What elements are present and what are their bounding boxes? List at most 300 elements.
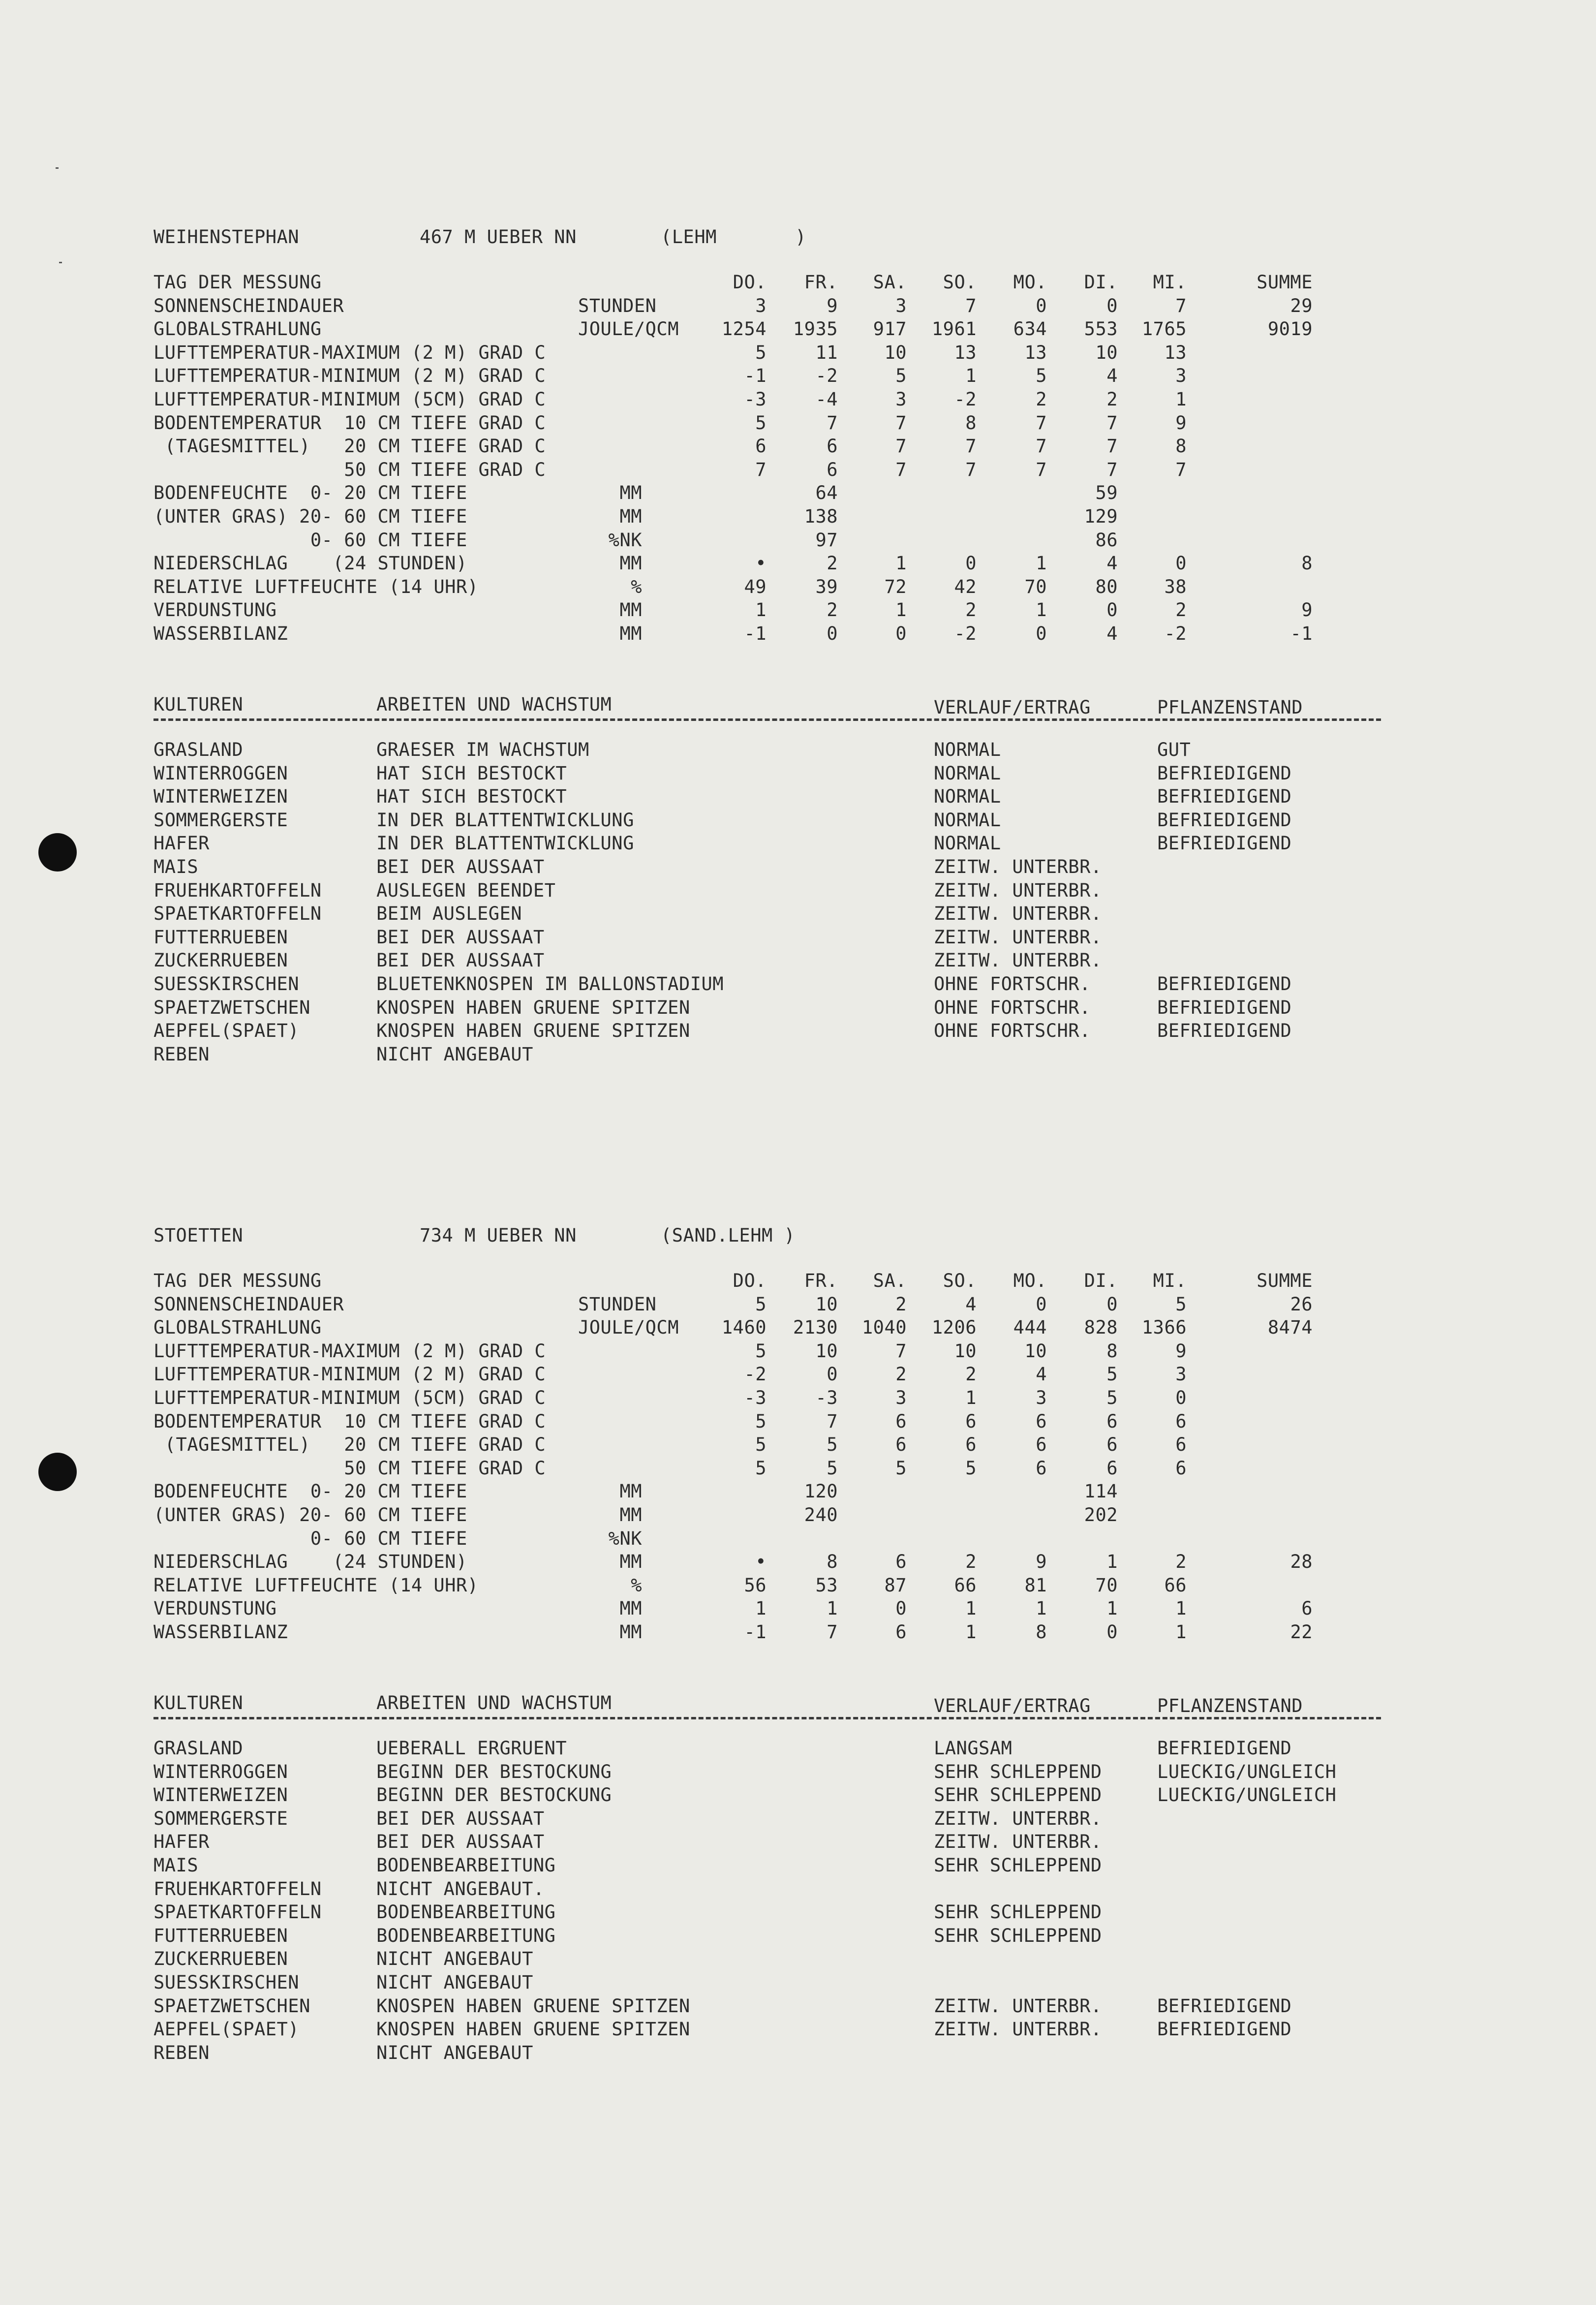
weather-value: 1 bbox=[895, 553, 907, 574]
weather-value: 10 bbox=[884, 342, 907, 363]
weather-row-label: BODENTEMPERATUR 10 CM TIEFE GRAD C bbox=[153, 1411, 546, 1432]
weather-row-label: BODENFEUCHTE 0- 20 CM TIEFE bbox=[153, 1481, 467, 1502]
weather-value: -2 bbox=[815, 365, 838, 386]
crop-name: ZUCKERRUEBEN bbox=[153, 1948, 288, 1969]
weather-value: 828 bbox=[1084, 1317, 1118, 1338]
weather-row-label: (UNTER GRAS) 20- 60 CM TIEFE bbox=[153, 1504, 467, 1526]
weather-value: 6 bbox=[1036, 1434, 1047, 1455]
weather-value: 1 bbox=[1175, 1621, 1187, 1643]
weather-row-label: (TAGESMITTEL) 20 CM TIEFE GRAD C bbox=[153, 436, 546, 457]
crop-work: BODENBEARBEITUNG bbox=[376, 1855, 556, 1876]
crop-progress: OHNE FORTSCHR. bbox=[934, 1020, 1091, 1041]
crop-name: WINTERWEIZEN bbox=[153, 786, 288, 807]
crop-progress: NORMAL bbox=[934, 810, 1001, 831]
crop-progress: NORMAL bbox=[934, 786, 1001, 807]
crop-name: MAIS bbox=[153, 1855, 199, 1876]
weather-row-unit: % bbox=[631, 576, 642, 597]
weather-value: 7 bbox=[1106, 436, 1118, 457]
day-header: FR. bbox=[804, 272, 838, 293]
crop-work: GRAESER IM WACHSTUM bbox=[376, 739, 589, 760]
dashed-divider bbox=[153, 718, 1381, 721]
crop-state: BEFRIEDIGEND bbox=[1157, 2019, 1292, 2040]
weather-value: 6 bbox=[827, 459, 838, 480]
weather-sum: 28 bbox=[1290, 1551, 1313, 1572]
weather-row-unit: MM bbox=[619, 553, 642, 574]
weather-value: 6 bbox=[1175, 1434, 1187, 1455]
weather-value: 2 bbox=[965, 1551, 977, 1572]
margin-speck bbox=[56, 167, 59, 169]
weather-sum: 9019 bbox=[1267, 318, 1313, 340]
weather-value: 553 bbox=[1084, 318, 1118, 340]
weather-value: 4 bbox=[1106, 365, 1118, 386]
crop-progress: ZEITW. UNTERBR. bbox=[934, 927, 1102, 948]
day-header: SO. bbox=[943, 272, 977, 293]
weather-value: • bbox=[755, 553, 767, 574]
crop-name: GRASLAND bbox=[153, 1738, 244, 1759]
weather-value: 7 bbox=[895, 436, 907, 457]
weather-row-unit: % bbox=[631, 1575, 642, 1596]
weather-value: 1 bbox=[827, 1598, 838, 1619]
weather-value: 1 bbox=[1106, 1598, 1118, 1619]
weather-value: 138 bbox=[804, 506, 838, 527]
weather-row-label: SONNENSCHEINDAUER bbox=[153, 1294, 344, 1315]
weather-value: 6 bbox=[1175, 1458, 1187, 1479]
weather-row-unit: MM bbox=[619, 506, 642, 527]
weather-value: 6 bbox=[1106, 1434, 1118, 1455]
crops-header-state: PFLANZENSTAND bbox=[1157, 1695, 1303, 1716]
weather-value: 2 bbox=[1175, 599, 1187, 621]
weather-value: 2 bbox=[895, 1294, 907, 1315]
crop-work: NICHT ANGEBAUT bbox=[376, 1948, 533, 1969]
weather-row-unit: JOULE/QCM bbox=[578, 1317, 679, 1338]
crop-state: BEFRIEDIGEND bbox=[1157, 1995, 1292, 2017]
weather-value: 1 bbox=[755, 599, 767, 621]
weather-value: 1040 bbox=[861, 1317, 907, 1338]
day-header: DO. bbox=[733, 272, 767, 293]
weather-value: 7 bbox=[895, 459, 907, 480]
weather-value: 5 bbox=[755, 1294, 767, 1315]
weather-value: 1 bbox=[1175, 1598, 1187, 1619]
crop-name: SOMMERGERSTE bbox=[153, 810, 288, 831]
crop-work: BEGINN DER BESTOCKUNG bbox=[376, 1784, 612, 1806]
weather-value: 7 bbox=[965, 459, 977, 480]
crop-progress: ZEITW. UNTERBR. bbox=[934, 1808, 1102, 1829]
weather-value: 3 bbox=[1036, 1387, 1047, 1408]
weather-value: 42 bbox=[954, 576, 977, 597]
day-header: SA. bbox=[873, 1270, 907, 1291]
weather-value: 6 bbox=[827, 436, 838, 457]
weather-value: 13 bbox=[954, 342, 977, 363]
weather-value: 1 bbox=[965, 1621, 977, 1643]
weather-value: 2 bbox=[965, 599, 977, 621]
weather-value: 7 bbox=[1175, 295, 1187, 316]
weather-value: 5 bbox=[895, 1458, 907, 1479]
crop-name: ZUCKERRUEBEN bbox=[153, 950, 288, 971]
weather-value: 0 bbox=[1106, 599, 1118, 621]
weather-row-label: WASSERBILANZ bbox=[153, 1621, 288, 1643]
crop-work: BEI DER AUSSAAT bbox=[376, 1831, 545, 1852]
weather-value: • bbox=[755, 1551, 767, 1572]
weather-value: 2 bbox=[827, 599, 838, 621]
weather-value: 1206 bbox=[931, 1317, 977, 1338]
weather-value: 6 bbox=[895, 1551, 907, 1572]
crops-header-progress: VERLAUF/ERTRAG bbox=[934, 697, 1091, 718]
weather-row-label: 50 CM TIEFE GRAD C bbox=[153, 1458, 546, 1479]
weather-row-label: LUFTTEMPERATUR-MINIMUM (5CM) GRAD C bbox=[153, 1387, 546, 1408]
crop-work: BLUETENKNOSPEN IM BALLONSTADIUM bbox=[376, 973, 724, 995]
crop-progress: ZEITW. UNTERBR. bbox=[934, 880, 1102, 901]
weather-row-unit: MM bbox=[619, 1598, 642, 1619]
weather-row-unit: STUNDEN bbox=[578, 295, 657, 316]
weather-value: 7 bbox=[827, 1621, 838, 1643]
weather-row-label: LUFTTEMPERATUR-MAXIMUM (2 M) GRAD C bbox=[153, 342, 546, 363]
weather-value: 1 bbox=[1036, 599, 1047, 621]
weather-value: 120 bbox=[804, 1481, 838, 1502]
weather-row-label: RELATIVE LUFTFEUCHTE (14 UHR) bbox=[153, 1575, 479, 1596]
crop-work: KNOSPEN HABEN GRUENE SPITZEN bbox=[376, 1995, 690, 2017]
weather-row-label: GLOBALSTRAHLUNG bbox=[153, 1317, 322, 1338]
weather-value: 0 bbox=[827, 623, 838, 644]
weather-row-label: WASSERBILANZ bbox=[153, 623, 288, 644]
station-name: WEIHENSTEPHAN bbox=[153, 226, 300, 248]
weather-value: 1 bbox=[1036, 553, 1047, 574]
weather-value: 3 bbox=[895, 295, 907, 316]
dashed-divider bbox=[153, 1717, 1381, 1719]
weather-value: 7 bbox=[1175, 459, 1187, 480]
weather-value: 2 bbox=[827, 553, 838, 574]
crop-state: BEFRIEDIGEND bbox=[1157, 833, 1292, 854]
station-elevation: 734 M UEBER NN bbox=[420, 1225, 577, 1246]
weather-value: 1 bbox=[965, 1598, 977, 1619]
weather-value: 3 bbox=[1175, 1364, 1187, 1385]
weather-value: -2 bbox=[1164, 623, 1187, 644]
weather-value: 80 bbox=[1095, 576, 1118, 597]
weather-value: 114 bbox=[1084, 1481, 1118, 1502]
weather-value: 9 bbox=[827, 295, 838, 316]
crop-name: HAFER bbox=[153, 1831, 210, 1852]
weather-value: 66 bbox=[954, 1575, 977, 1596]
weather-value: 38 bbox=[1164, 576, 1187, 597]
crop-progress: OHNE FORTSCHR. bbox=[934, 997, 1091, 1018]
day-header: SO. bbox=[943, 1270, 977, 1291]
weather-value: 5 bbox=[1175, 1294, 1187, 1315]
weather-value: 7 bbox=[827, 412, 838, 434]
weather-value: 0 bbox=[895, 1598, 907, 1619]
weather-value: 5 bbox=[755, 342, 767, 363]
weather-value: 5 bbox=[965, 1458, 977, 1479]
weather-value: 7 bbox=[895, 1340, 907, 1362]
weather-value: 1 bbox=[1036, 1598, 1047, 1619]
weather-value: 1254 bbox=[721, 318, 767, 340]
crop-progress: NORMAL bbox=[934, 833, 1001, 854]
weather-value: 1 bbox=[1175, 389, 1187, 410]
weather-sum: -1 bbox=[1290, 623, 1313, 644]
day-header: MO. bbox=[1013, 272, 1047, 293]
weather-value: 5 bbox=[755, 1434, 767, 1455]
crop-progress: ZEITW. UNTERBR. bbox=[934, 1995, 1102, 2017]
weather-value: 13 bbox=[1024, 342, 1047, 363]
crop-progress: SEHR SCHLEPPEND bbox=[934, 1901, 1102, 1923]
crop-work: IN DER BLATTENTWICKLUNG bbox=[376, 833, 634, 854]
sum-header: SUMME bbox=[1257, 1270, 1313, 1291]
crop-progress: NORMAL bbox=[934, 739, 1001, 760]
crop-name: MAIS bbox=[153, 856, 199, 877]
crop-state: BEFRIEDIGEND bbox=[1157, 763, 1292, 784]
weather-value: 5 bbox=[827, 1434, 838, 1455]
crop-progress: SEHR SCHLEPPEND bbox=[934, 1855, 1102, 1876]
weather-value: 4 bbox=[1106, 553, 1118, 574]
crop-name: FRUEHKARTOFFELN bbox=[153, 1878, 322, 1900]
crop-work: NICHT ANGEBAUT bbox=[376, 1044, 533, 1065]
crops-header-work: ARBEITEN UND WACHSTUM bbox=[376, 694, 612, 715]
crops-header-work: ARBEITEN UND WACHSTUM bbox=[376, 1692, 612, 1713]
weather-row-unit: JOULE/QCM bbox=[578, 318, 679, 340]
crop-work: NICHT ANGEBAUT bbox=[376, 1972, 533, 1993]
weather-row-label: VERDUNSTUNG bbox=[153, 1598, 277, 1619]
weather-value: 1 bbox=[965, 1387, 977, 1408]
weather-value: 0 bbox=[1106, 1621, 1118, 1643]
weather-value: 3 bbox=[1175, 365, 1187, 386]
crop-work: BEI DER AUSSAAT bbox=[376, 1808, 545, 1829]
crop-state: GUT bbox=[1157, 739, 1191, 760]
weather-sum: 6 bbox=[1301, 1598, 1313, 1619]
weather-value: -1 bbox=[744, 623, 767, 644]
crops-header-progress: VERLAUF/ERTRAG bbox=[934, 1695, 1091, 1716]
weather-value: 64 bbox=[815, 482, 838, 503]
crop-name: SUESSKIRSCHEN bbox=[153, 1972, 300, 1993]
weather-value: 0 bbox=[827, 1364, 838, 1385]
weather-value: 6 bbox=[965, 1411, 977, 1432]
day-header: MI. bbox=[1153, 1270, 1187, 1291]
weather-value: 8 bbox=[827, 1551, 838, 1572]
weather-value: 5 bbox=[755, 412, 767, 434]
weather-value: 1765 bbox=[1141, 318, 1187, 340]
weather-row-unit: MM bbox=[619, 1481, 642, 1502]
weather-row-label: (TAGESMITTEL) 20 CM TIEFE GRAD C bbox=[153, 1434, 546, 1455]
weather-row-unit: MM bbox=[619, 599, 642, 621]
crop-name: AEPFEL(SPAET) bbox=[153, 1020, 300, 1041]
weather-row-label: BODENFEUCHTE 0- 20 CM TIEFE bbox=[153, 482, 467, 503]
weather-row-unit: MM bbox=[619, 623, 642, 644]
weather-value: -3 bbox=[815, 1387, 838, 1408]
weather-value: 6 bbox=[1106, 1411, 1118, 1432]
crop-state: LUECKIG/UNGLEICH bbox=[1157, 1784, 1337, 1806]
weather-row-label: 50 CM TIEFE GRAD C bbox=[153, 459, 546, 480]
crop-progress: ZEITW. UNTERBR. bbox=[934, 903, 1102, 924]
crop-name: FUTTERRUEBEN bbox=[153, 927, 288, 948]
weather-value: 1 bbox=[755, 1598, 767, 1619]
weather-row-unit: MM bbox=[619, 482, 642, 503]
station-elevation: 467 M UEBER NN bbox=[420, 226, 577, 248]
crop-progress: LANGSAM bbox=[934, 1738, 1013, 1759]
weather-value: 87 bbox=[884, 1575, 907, 1596]
crop-name: FUTTERRUEBEN bbox=[153, 1925, 288, 1946]
station-soil: (SAND.LEHM ) bbox=[661, 1225, 796, 1246]
crop-progress: SEHR SCHLEPPEND bbox=[934, 1761, 1102, 1782]
weather-value: 5 bbox=[1106, 1387, 1118, 1408]
weather-value: 6 bbox=[1106, 1458, 1118, 1479]
crop-work: BEGINN DER BESTOCKUNG bbox=[376, 1761, 612, 1782]
crop-work: BEI DER AUSSAAT bbox=[376, 927, 545, 948]
day-header: SA. bbox=[873, 272, 907, 293]
crop-work: KNOSPEN HABEN GRUENE SPITZEN bbox=[376, 2019, 690, 2040]
punch-hole-bottom bbox=[38, 1453, 77, 1491]
weather-value: 59 bbox=[1095, 482, 1118, 503]
weather-value: 5 bbox=[755, 1340, 767, 1362]
day-header: FR. bbox=[804, 1270, 838, 1291]
crop-progress: SEHR SCHLEPPEND bbox=[934, 1925, 1102, 1946]
crop-name: WINTERWEIZEN bbox=[153, 1784, 288, 1806]
day-header: DI. bbox=[1084, 272, 1118, 293]
weather-value: 240 bbox=[804, 1504, 838, 1526]
weather-value: 7 bbox=[1106, 459, 1118, 480]
crop-work: BODENBEARBEITUNG bbox=[376, 1901, 556, 1923]
weather-value: 2130 bbox=[793, 1317, 838, 1338]
weather-header-label: TAG DER MESSUNG bbox=[153, 1270, 322, 1291]
weather-value: 39 bbox=[815, 576, 838, 597]
weather-value: -2 bbox=[744, 1364, 767, 1385]
weather-value: 1 bbox=[895, 599, 907, 621]
weather-value: -3 bbox=[744, 389, 767, 410]
weather-row-unit: %NK bbox=[608, 1528, 642, 1549]
crop-work: NICHT ANGEBAUT. bbox=[376, 1878, 545, 1900]
weather-value: -4 bbox=[815, 389, 838, 410]
crop-name: FRUEHKARTOFFELN bbox=[153, 880, 322, 901]
weather-value: 81 bbox=[1024, 1575, 1047, 1596]
crop-name: HAFER bbox=[153, 833, 210, 854]
weather-value: 4 bbox=[1106, 623, 1118, 644]
weather-row-unit: MM bbox=[619, 1621, 642, 1643]
crop-state: BEFRIEDIGEND bbox=[1157, 786, 1292, 807]
weather-value: 6 bbox=[895, 1411, 907, 1432]
weather-row-label: SONNENSCHEINDAUER bbox=[153, 295, 344, 316]
weather-value: 3 bbox=[895, 1387, 907, 1408]
weather-value: 9 bbox=[1036, 1551, 1047, 1572]
crop-progress: OHNE FORTSCHR. bbox=[934, 973, 1091, 995]
weather-value: 5 bbox=[827, 1458, 838, 1479]
weather-value: 97 bbox=[815, 530, 838, 551]
weather-value: 0 bbox=[1106, 295, 1118, 316]
crop-progress: SEHR SCHLEPPEND bbox=[934, 1784, 1102, 1806]
weather-value: 202 bbox=[1084, 1504, 1118, 1526]
weather-sum: 26 bbox=[1290, 1294, 1313, 1315]
weather-value: 70 bbox=[1024, 576, 1047, 597]
weather-value: 7 bbox=[1036, 459, 1047, 480]
crop-work: BEI DER AUSSAAT bbox=[376, 856, 545, 877]
weather-value: 7 bbox=[895, 412, 907, 434]
weather-value: 8 bbox=[1106, 1340, 1118, 1362]
weather-header-label: TAG DER MESSUNG bbox=[153, 272, 322, 293]
weather-value: 2 bbox=[1106, 389, 1118, 410]
day-header: MI. bbox=[1153, 272, 1187, 293]
crops-header-crop: KULTUREN bbox=[153, 1692, 244, 1713]
weather-row-label: NIEDERSCHLAG (24 STUNDEN) bbox=[153, 1551, 467, 1572]
weather-value: 2 bbox=[965, 1364, 977, 1385]
weather-value: 0 bbox=[1106, 1294, 1118, 1315]
weather-value: 11 bbox=[815, 342, 838, 363]
weather-value: 4 bbox=[965, 1294, 977, 1315]
margin-speck bbox=[59, 262, 62, 263]
weather-value: 49 bbox=[744, 576, 767, 597]
crop-progress: ZEITW. UNTERBR. bbox=[934, 1831, 1102, 1852]
weather-value: 7 bbox=[1036, 436, 1047, 457]
weather-row-unit: MM bbox=[619, 1551, 642, 1572]
crop-work: KNOSPEN HABEN GRUENE SPITZEN bbox=[376, 997, 690, 1018]
weather-value: 13 bbox=[1164, 342, 1187, 363]
weather-value: 7 bbox=[827, 1411, 838, 1432]
crop-state: BEFRIEDIGEND bbox=[1157, 1020, 1292, 1041]
crop-progress: ZEITW. UNTERBR. bbox=[934, 2019, 1102, 2040]
crop-name: REBEN bbox=[153, 2042, 210, 2063]
weather-value: -2 bbox=[954, 623, 977, 644]
crop-name: SPAETZWETSCHEN bbox=[153, 1995, 310, 2017]
weather-row-label: LUFTTEMPERATUR-MINIMUM (2 M) GRAD C bbox=[153, 365, 546, 386]
weather-value: 6 bbox=[755, 436, 767, 457]
crop-work: AUSLEGEN BEENDET bbox=[376, 880, 556, 901]
weather-row-unit: STUNDEN bbox=[578, 1294, 657, 1315]
weather-value: 3 bbox=[755, 295, 767, 316]
weather-value: 66 bbox=[1164, 1575, 1187, 1596]
weather-value: 5 bbox=[1106, 1364, 1118, 1385]
weather-value: 0 bbox=[1175, 553, 1187, 574]
weather-row-label: GLOBALSTRAHLUNG bbox=[153, 318, 322, 340]
weather-value: 70 bbox=[1095, 1575, 1118, 1596]
weather-value: 7 bbox=[1106, 412, 1118, 434]
weather-value: 7 bbox=[965, 295, 977, 316]
weather-value: 8 bbox=[1175, 436, 1187, 457]
weather-value: 7 bbox=[1036, 412, 1047, 434]
weather-value: 9 bbox=[1175, 1340, 1187, 1362]
crop-name: SPAETKARTOFFELN bbox=[153, 1901, 322, 1923]
crop-name: SUESSKIRSCHEN bbox=[153, 973, 300, 995]
crop-work: IN DER BLATTENTWICKLUNG bbox=[376, 810, 634, 831]
weather-value: 6 bbox=[965, 1434, 977, 1455]
day-header: DI. bbox=[1084, 1270, 1118, 1291]
weather-sum: 8474 bbox=[1267, 1317, 1313, 1338]
weather-value: 56 bbox=[744, 1575, 767, 1596]
weather-value: -1 bbox=[744, 365, 767, 386]
crop-name: SOMMERGERSTE bbox=[153, 1808, 288, 1829]
sum-header: SUMME bbox=[1257, 272, 1313, 293]
crop-state: BEFRIEDIGEND bbox=[1157, 810, 1292, 831]
weather-value: 6 bbox=[895, 1434, 907, 1455]
weather-row-label: VERDUNSTUNG bbox=[153, 599, 277, 621]
weather-value: 1366 bbox=[1141, 1317, 1187, 1338]
weather-row-label: NIEDERSCHLAG (24 STUNDEN) bbox=[153, 553, 467, 574]
crop-progress: NORMAL bbox=[934, 763, 1001, 784]
weather-value: 444 bbox=[1013, 1317, 1047, 1338]
weather-value: 5 bbox=[1036, 365, 1047, 386]
day-header: DO. bbox=[733, 1270, 767, 1291]
station-name: STOETTEN bbox=[153, 1225, 244, 1246]
crops-header-crop: KULTUREN bbox=[153, 694, 244, 715]
crop-work: KNOSPEN HABEN GRUENE SPITZEN bbox=[376, 1020, 690, 1041]
weather-value: 1460 bbox=[721, 1317, 767, 1338]
weather-value: 6 bbox=[895, 1621, 907, 1643]
weather-value: 2 bbox=[1175, 1551, 1187, 1572]
weather-value: 3 bbox=[895, 389, 907, 410]
weather-value: 9 bbox=[1175, 412, 1187, 434]
weather-value: 10 bbox=[954, 1340, 977, 1362]
weather-value: 6 bbox=[1036, 1411, 1047, 1432]
weather-value: 5 bbox=[755, 1458, 767, 1479]
weather-value: 2 bbox=[895, 1364, 907, 1385]
weather-value: 8 bbox=[965, 412, 977, 434]
weather-value: -1 bbox=[744, 1621, 767, 1643]
weather-value: 0 bbox=[965, 553, 977, 574]
weather-row-unit: %NK bbox=[608, 530, 642, 551]
weather-row-unit: MM bbox=[619, 1504, 642, 1526]
